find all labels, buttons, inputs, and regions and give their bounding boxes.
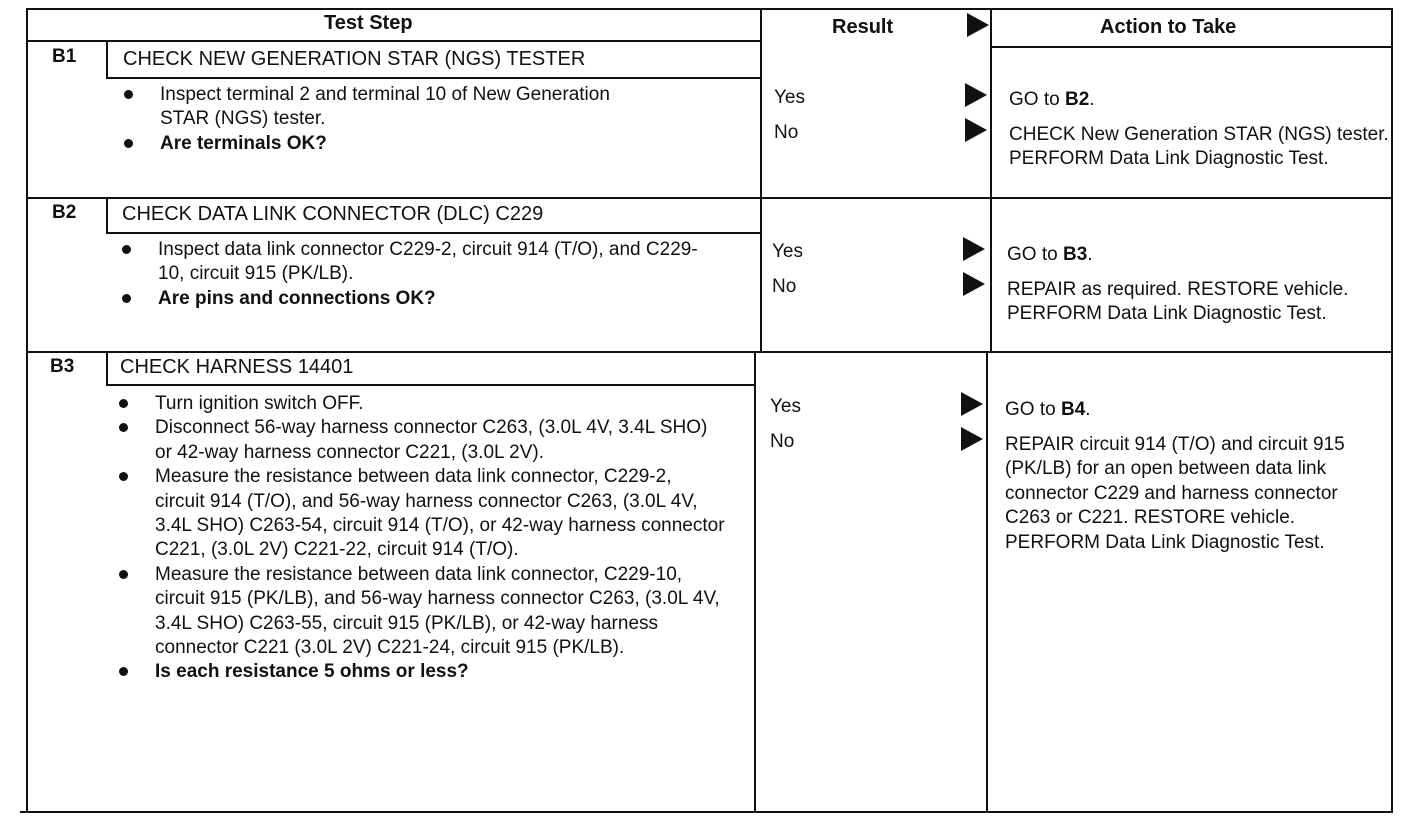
step-id-b3: B3 [50, 356, 75, 377]
rule-step-right [760, 8, 762, 353]
result-yes-b1: Yes [774, 87, 805, 108]
action-text: GO to [1007, 244, 1063, 265]
step-items-b1 [122, 83, 642, 156]
rule-b1-title [106, 77, 762, 79]
rule-id-col-b2 [106, 197, 108, 234]
action-text: . [1089, 89, 1095, 110]
list-item: Turn ignition switch OFF. [117, 392, 725, 416]
rule-step-right-b3 [754, 351, 756, 813]
step-question-b2: Are pins and connections OK? [120, 287, 700, 311]
step-title-b1: CHECK NEW GENERATION STAR (NGS) TESTER [123, 48, 586, 70]
rule-id-col [106, 40, 108, 79]
arrow-yes-b2-icon [963, 237, 985, 261]
action-step-ref: B3 [1062, 244, 1088, 265]
list-item: Inspect terminal 2 and terminal 10 of New Generation STAR (NGS) tester. [122, 83, 642, 132]
rule-left [26, 8, 28, 813]
action-yes-b3 [1005, 398, 1091, 422]
action-yes-b2 [1007, 243, 1093, 267]
rule-id-col-b3 [106, 351, 108, 386]
action-text: GO to [1005, 399, 1061, 420]
step-question-b1: Are terminals OK? [122, 132, 642, 156]
rule-right [1391, 8, 1393, 813]
arrow-yes-b1-icon [965, 83, 987, 107]
rule-b2-title [106, 232, 762, 234]
header-test-step: Test Step [324, 12, 413, 34]
action-step-ref: B4 [1060, 399, 1086, 420]
arrow-no-b1-icon [965, 118, 987, 142]
rule-action-left-b3 [986, 351, 988, 813]
rule-bottom [20, 811, 1393, 813]
result-no-b3: No [770, 431, 795, 452]
action-text: . [1087, 244, 1093, 265]
result-no-b1: No [774, 122, 799, 143]
step-items-b2 [120, 238, 700, 311]
action-no-b3: REPAIR circuit 914 (T/O) and circuit 915 (PK/LB) for an open between data link connector C229 and harness connector C263 or C221. RESTORE vehicle. PERFORM Data Link Diagnostic Test. [1005, 434, 1345, 553]
arrow-yes-b3-icon [961, 392, 983, 416]
rule-b2-end [26, 351, 1393, 353]
header-result: Result [832, 16, 894, 38]
result-yes-b3: Yes [770, 396, 801, 417]
action-text: GO to [1009, 89, 1065, 110]
action-no-b1: CHECK New Generation STAR (NGS) tester. PERFORM Data Link Diagnostic Test. [1009, 124, 1389, 170]
arrow-no-b2-icon [963, 272, 985, 296]
rule-header-bottom-right [992, 46, 1393, 48]
header-action: Action to Take [1100, 16, 1237, 38]
step-id-b2: B2 [52, 202, 77, 223]
rule-action-left [990, 8, 992, 353]
rule-b1-end [26, 197, 1393, 199]
header-arrow-icon [967, 13, 989, 37]
rule-header-bottom [26, 40, 762, 42]
result-yes-b2: Yes [772, 241, 803, 262]
rule-b3-title [106, 384, 756, 386]
action-no-b2: REPAIR as required. RESTORE vehicle. PERFORM Data Link Diagnostic Test. [1007, 279, 1349, 325]
step-title-b2: CHECK DATA LINK CONNECTOR (DLC) C229 [122, 203, 544, 225]
list-item: Measure the resistance between data link connector, C229-2, circuit 914 (T/O), and 56-way harness connector C263, (3.0L 4V, 3.4L SHO) C263-54, circuit 914 (T/O), or 42-way harness connector C221, (3.0L 2V) C221-22, circuit 914 (T/O). [117, 465, 725, 563]
result-no-b2: No [772, 276, 797, 297]
rule-top [26, 8, 1393, 10]
list-item: Inspect data link connector C229-2, circuit 914 (T/O), and C229-10, circuit 915 (PK/LB). [120, 238, 700, 287]
list-item: Measure the resistance between data link connector, C229-10, circuit 915 (PK/LB), and 56-way harness connector C263, (3.0L 4V, 3.4L SHO) C263-55, circuit 915 (PK/LB), or 42-way harness connector C221 (3.0L 2V) C221-24, circuit 915 (PK/LB). [117, 563, 725, 661]
action-yes-b1 [1009, 88, 1095, 112]
arrow-no-b3-icon [961, 427, 983, 451]
list-item: Disconnect 56-way harness connector C263, (3.0L 4V, 3.4L SHO) or 42-way harness connector C221, (3.0L 2V). [117, 416, 725, 465]
step-question-b3: Is each resistance 5 ohms or less? [117, 660, 725, 684]
step-id-b1: B1 [52, 46, 77, 67]
step-items-b3 [117, 392, 725, 685]
step-title-b3: CHECK HARNESS 14401 [120, 356, 354, 378]
action-text: . [1085, 399, 1091, 420]
action-step-ref: B2 [1064, 89, 1090, 110]
